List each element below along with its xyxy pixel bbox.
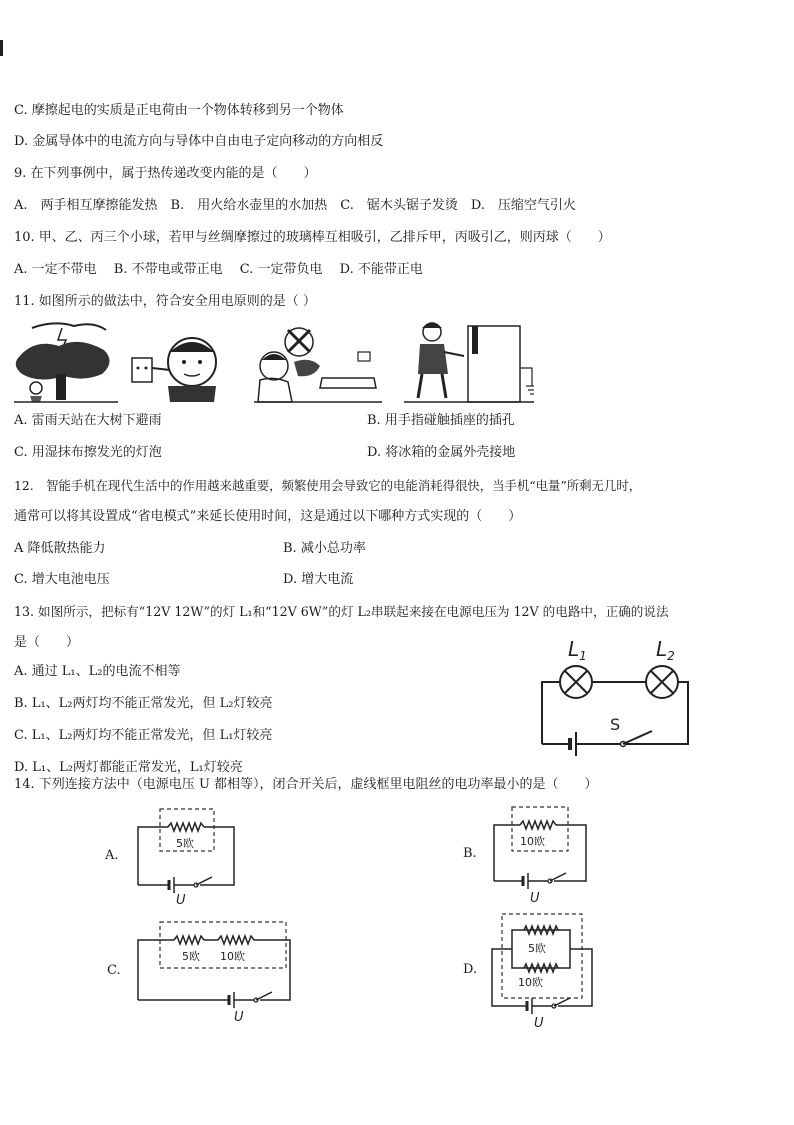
source-u-label: U (530, 891, 540, 905)
q13-stem-line2: 是（ ） (14, 635, 80, 650)
q11-option-c: C. 用湿抹布擦发光的灯泡 (14, 445, 162, 460)
resistor-5-label: 5欧 (176, 837, 194, 850)
q12-option-d: D. 增大电流 (283, 572, 354, 587)
q13-option-d: D. L₁、L₂两灯都能正常发光，L₁灯较亮 (14, 760, 243, 775)
source-u-label: U (234, 1010, 244, 1024)
child-socket-picture (132, 338, 216, 402)
q13-option-b: B. L₁、L₂两灯均不能正常发光，但 L₂灯较亮 (14, 696, 273, 711)
battery-symbol (570, 732, 576, 756)
q13-circuit-diagram (530, 630, 700, 756)
q9-options: A. 两手相互摩擦能发热 B. 用火给水壶里的水加热 C. 锯木头锯子发烫 D. 压缩空气引火 (14, 198, 576, 213)
q14-option-d-label: D. (463, 962, 478, 977)
switch-label: S (610, 715, 621, 734)
source-u-label: U (176, 893, 186, 905)
q14-circuit-a (134, 805, 244, 905)
resistor-10-label: 10欧 (520, 835, 545, 848)
q12-option-a: A 降低散热能力 (14, 541, 106, 556)
resistor-5-label: 5欧 (182, 950, 200, 963)
lamp-l2-label: $L_2$ (656, 637, 675, 663)
scan-edge-mark (0, 40, 3, 56)
q11-stem: 11. 如图所示的做法中，符合安全用电原则的是（ ） (14, 294, 316, 309)
q13-option-c: C. L₁、L₂两灯均不能正常发光，但 L₁灯较亮 (14, 728, 273, 743)
q11-option-d: D. 将冰箱的金属外壳接地 (367, 445, 516, 460)
q14-circuit-d (488, 910, 600, 1030)
q10-options: A. 一定不带电 B. 不带电或带正电 C. 一定带负电 D. 不能带正电 (14, 262, 423, 277)
lamp-l1-label: $L_1$ (568, 637, 587, 663)
q12-stem-line2: 通常可以将其设置成“省电模式”来延长使用时间，这是通过以下哪种方式实现的（ ） (14, 509, 522, 524)
q14-option-c-label: C. (107, 963, 121, 978)
q12-option-c: C. 增大电池电压 (14, 572, 110, 587)
lamp-l1-symbol (560, 666, 592, 698)
q8-option-c: C. 摩擦起电的实质是正电荷由一个物体转移到另一个物体 (14, 103, 344, 118)
q8-option-d: D. 金属导体中的电流方向与导体中自由电子定向移动的方向相反 (14, 134, 384, 149)
q11-option-a: A. 雷雨天站在大树下避雨 (14, 413, 162, 428)
q11-illustrations (14, 318, 534, 404)
resistor-5-label: 5欧 (528, 942, 546, 955)
q14-stem: 14. 下列连接方法中（电源电压 U 都相等），闭合开关后，虚线框里电阻丝的电功率最小的是（ ） (14, 777, 598, 792)
q14-option-b-label: B. (463, 846, 477, 861)
q14-option-a-label: A. (105, 848, 119, 863)
source-u-label: U (534, 1016, 544, 1030)
resistor-10-label: 10欧 (220, 950, 245, 963)
switch-symbol (610, 715, 652, 747)
fridge-ground-picture (404, 323, 534, 402)
q14-circuit-c (134, 918, 294, 1024)
q13-option-a: A. 通过 L₁、L₂的电流不相等 (14, 664, 181, 679)
tree-lightning-picture (14, 323, 118, 402)
q13-stem-line1: 13. 如图所示，把标有“12V 12W”的灯 L₁和“12V 6W”的灯 L₂串联起来接在电源电压为 12V 的电路中，正确的说法 (14, 604, 669, 619)
q14-circuit-b (490, 805, 600, 905)
q10-stem: 10. 甲、乙、丙三个小球，若甲与丝绸摩擦过的玻璃棒互相吸引，乙排斥甲，丙吸引乙，则丙球（ ） (14, 230, 611, 245)
q11-option-b: B. 用手指碰触插座的插孔 (367, 413, 515, 428)
q12-option-b: B. 减小总功率 (283, 541, 366, 556)
lamp-l2-symbol (646, 666, 678, 698)
q12-stem-line1: 12. 智能手机在现代生活中的作用越来越重要，频繁使用会导致它的电能消耗得很快，当手机“电量”所剩无几时， (14, 478, 642, 493)
wet-cloth-lamp-picture (254, 328, 382, 402)
resistor-10-label: 10欧 (518, 976, 543, 989)
q9-stem: 9. 在下列事例中，属于热传递改变内能的是（ ） (14, 166, 317, 181)
